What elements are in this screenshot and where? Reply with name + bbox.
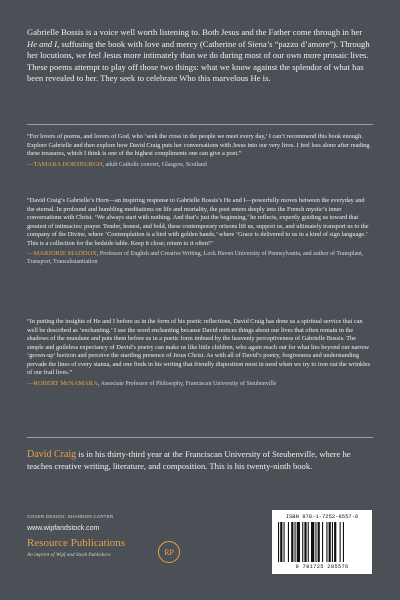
blurb-mcnamara: [27, 318, 373, 388]
cover-design-credit: COVER DESIGN: SHANNON CARTER: [27, 514, 114, 519]
divider-top: [27, 124, 373, 125]
blurb-quote: “In putting the insights of He and I before us in the form of his poetic reflections, David Craig has done us a spiritual service that can well be described as ‘enchanting.’ I use the word enchanting because David notices things about our lives that often remain in the shadows of the mundane and puts them before us in a poetic form imbued by the heavenly perceptiveness of Gabrielle Bossis. The simple and guileless expectancy of David’s poetry can make us like little children, who again reach out for what lies beyond our narrow ‘grown-up’ horizon and perceive the startling presence of Jesus Christ. As with all of David’s poetry, forgiveness and understanding pervade the lines of every stanza, and one finds in his writing that friendly disposition most in need when we try to iron out the wrinkles of our frail lives.”: [27, 318, 371, 376]
intro-book-title: He and I: [27, 38, 58, 49]
publisher-name: Resource Publications: [27, 537, 126, 549]
publisher-logo-icon: RP: [158, 541, 180, 563]
barcode-bars-icon: [278, 522, 366, 562]
blurb-author-name: —MARJORIE MADDOX: [27, 250, 97, 257]
blurb-attribution: [27, 380, 373, 388]
intro-text-1: Gabrielle Bossis is a voice well worth listening to. Both Jesus and the Father come through in her: [27, 27, 363, 37]
blurb-author-name: —ROBERT McNAMARA: [27, 379, 98, 387]
blurb-horsburgh: [27, 133, 373, 169]
author-name: David Craig: [27, 449, 77, 460]
intro-text-2: , suffusing the book with love and mercy (Catherine of Siena’s “pazzo d’amore”). Through her locutions, we feel Jesus more intimately than we do during most of our own more prosaic lives. These poems attempt to play off those two things: what we know against the splendor of what has been revealed to her. They seek to celebrate Who this marvelous He is.: [27, 38, 370, 84]
author-bio: [27, 449, 373, 472]
isbn-label: ISBN 978-1-7252-8557-6: [285, 513, 359, 520]
publisher-url[interactable]: www.wipfandstock.com: [27, 525, 100, 532]
blurb-author-role: , Associate Professor of Philosophy, Franciscan University of Steubenville: [97, 380, 277, 387]
blurb-quote: “David Craig’s Gabrielle’s Horn—an inspiring response to Gabrielle Bossis’s He and I—powerfully moves between the everyday and the eternal. In profound and humbling meditations on life and mortality, the poet enters deeply into the French mystic’s inner conversations with Christ. ‘We always start with nothing. And that’s just the beginning,’ he reflects, expertly guiding us toward that greatest of intimacies: prayer. Tender, honest, and bold, these contemporary orisons lift us, support us, and ultimately transport us to the company of the Divine, where ‘Contemplation is a bird with golden hands,’ where ‘Grace is delivered to us in a kind of sign language.’ This is a collection for the bedside table. Keep it close; return to it often!”: [27, 197, 369, 247]
blurb-author-role: , adult Catholic convert, Glasgow, Scotland: [102, 161, 207, 168]
divider-bottom: [27, 437, 373, 438]
publisher-imprint: An imprint of Wipf and Stock Publishers: [27, 552, 111, 558]
blurb-author-name: —TAMARA HORSBURGH: [27, 160, 103, 168]
author-bio-text: is in his thirty-third year at the Franciscan University of Steubenville, where he teaches creative writing, literature, and composition. This is his twenty-ninth book.: [27, 449, 351, 471]
publisher-block: [27, 537, 227, 571]
blurb-maddox: [27, 197, 373, 266]
blurb-quote: “For lovers of poems, and lovers of God, who ‘seek the cross in the people we meet every day,’ I can’t recommend this book enough. Explore Gabrielle and then explore how David Craig puts her conversations with Jesus into our very lives. I feel less alone after reading these treasures, which I think is one of the highest compliments one can give a poet.”: [27, 133, 370, 157]
blurb-attribution: [27, 250, 373, 266]
barcode: [272, 510, 372, 574]
blurb-attribution: [27, 161, 373, 169]
barcode-digits: 9 781725 285576: [295, 564, 349, 570]
blurb-author-role: , Professor of English and Creative Writing, Lock Haven University of Pennsylvania, and author of Transplant, Transport, Transubstantiation: [27, 251, 364, 265]
intro-paragraph: [27, 27, 373, 85]
